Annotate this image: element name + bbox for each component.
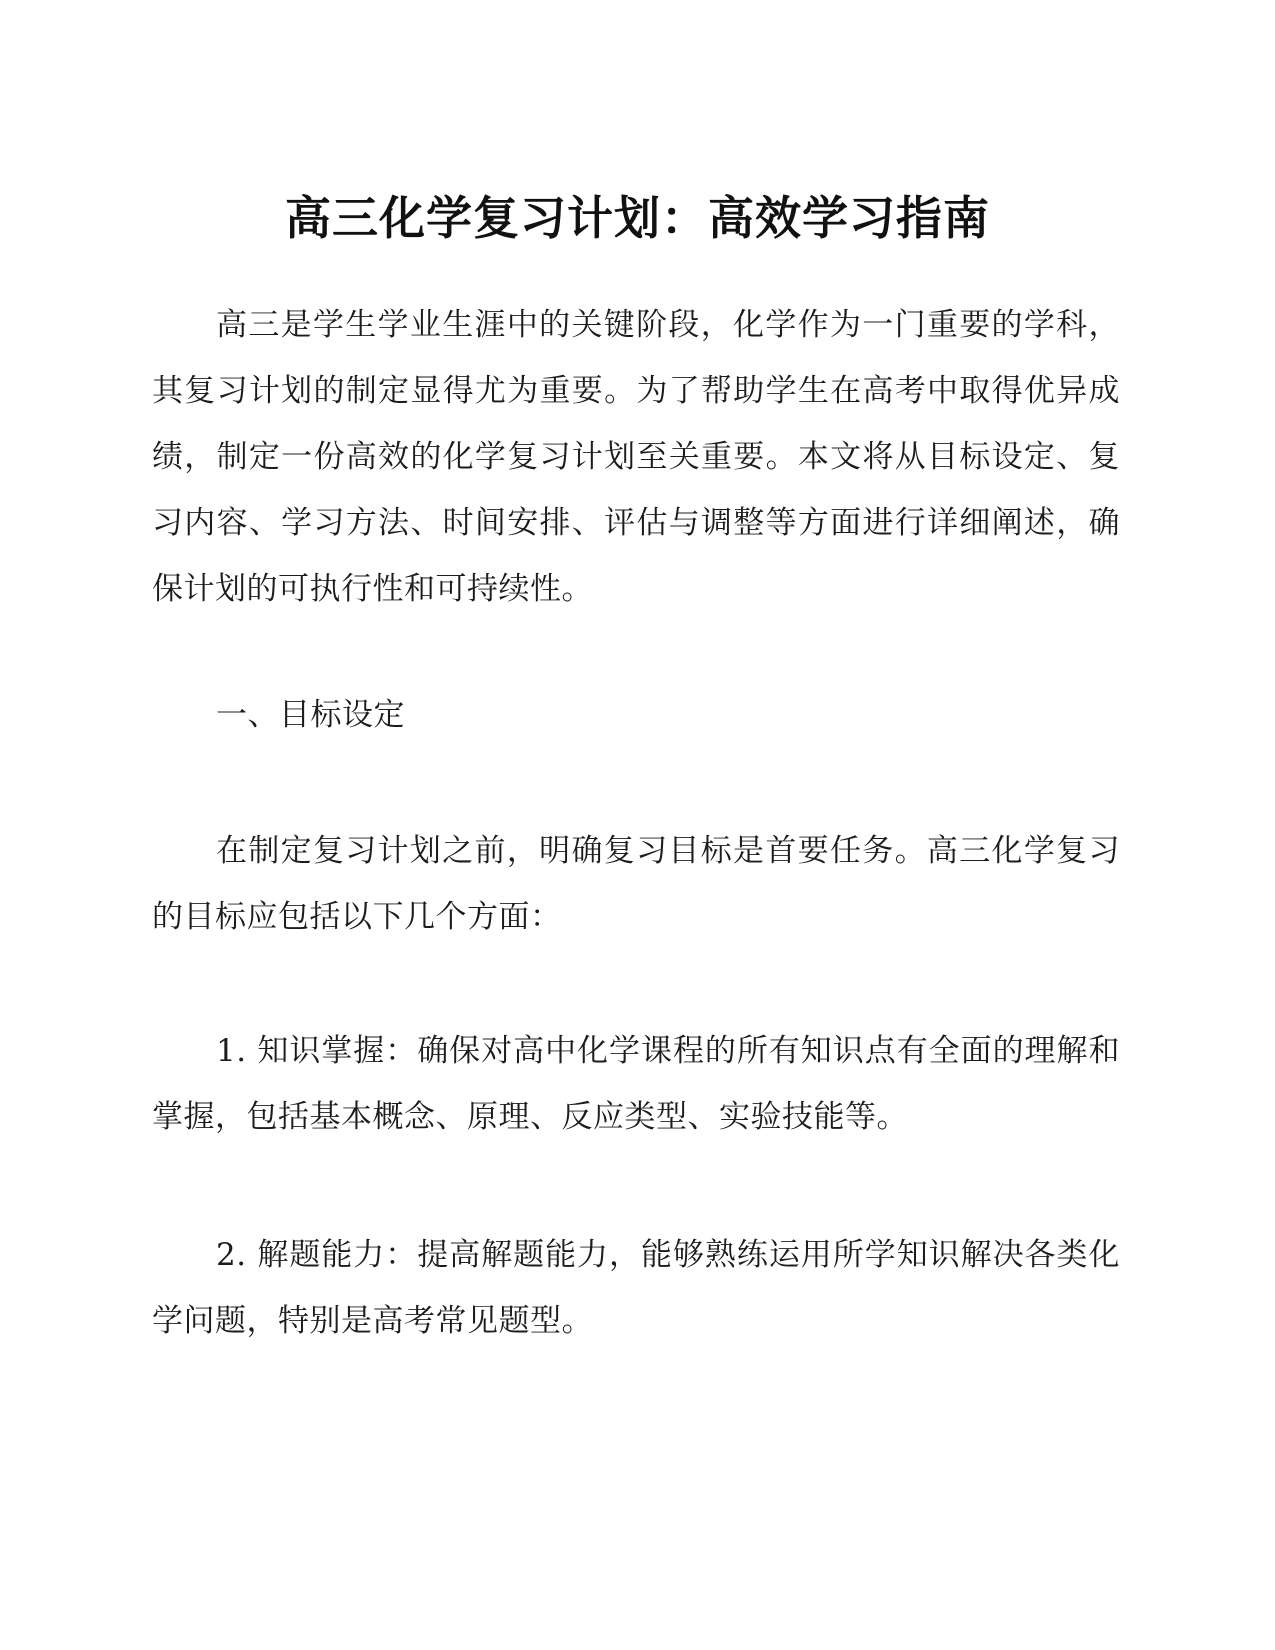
section-heading-goal-setting: 一、目标设定 <box>216 697 405 733</box>
list-item-problem-solving: 2. 解题能力：提高解题能力，能够熟练运用所学知识解决各类化学问题，特别是高考常见题型。 <box>152 1237 1120 1339</box>
list-item-knowledge-mastery: 1. 知识掌握：确保对高中化学课程的所有知识点有全面的理解和掌握，包括基本概念、原理、反应类型、实验技能等。 <box>152 1033 1120 1135</box>
document-title: 高三化学复习计划：高效学习指南 <box>285 190 990 245</box>
section-intro-paragraph: 在制定复习计划之前，明确复习目标是首要任务。高三化学复习的目标应包括以下几个方面： <box>152 833 1120 935</box>
intro-paragraph: 高三是学生学业生涯中的关键阶段，化学作为一门重要的学科，其复习计划的制定显得尤为重要。为了帮助学生在高考中取得优异成绩，制定一份高效的化学复习计划至关重要。本文将从目标设定、复习内容、学习方法、时间安排、评估与调整等方面进行详细阐述，确保计划的可执行性和可持续性。 <box>152 307 1120 607</box>
